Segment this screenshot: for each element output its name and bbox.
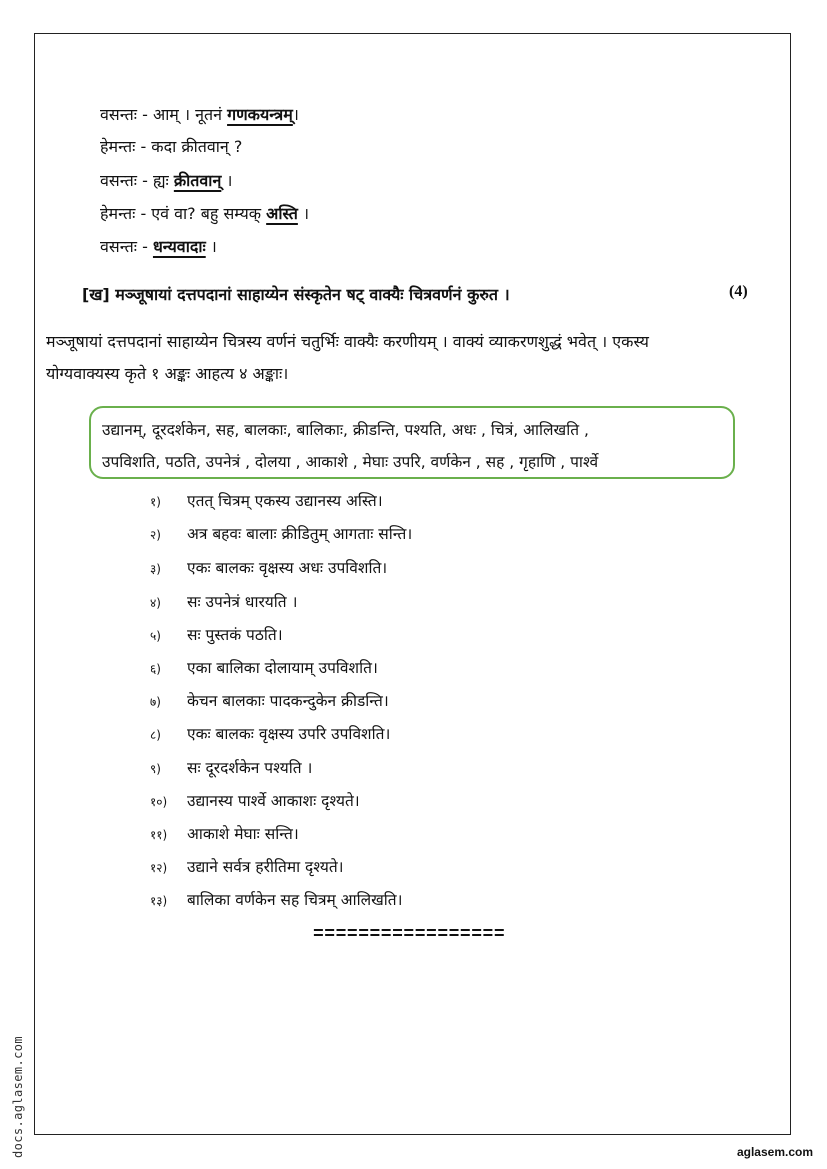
answer-sentence: सः उपनेत्रं धारयति । [187, 593, 298, 611]
instruction-line-1: मञ्जूषायां दत्तपदानां साहाय्येन चित्रस्य वर्णनं चतुर्भिः वाक्यैः करणीयम् । वाक्यं व्याकरणशुद्धं भवेत् । एकस्य [46, 332, 649, 351]
answer-sentence: सः पुस्तकं पठति। [187, 626, 283, 644]
dialogue-text: - कदा क्रीतवान् ? [135, 137, 243, 156]
speaker: हेमन्तः [100, 204, 136, 223]
word-box-line-2: उपविशति, पठति, उपनेत्रं , दोलया , आकाशे , मेघाः उपरि, वर्णकेन , सह , गृहाणि , पार्श्वे [102, 453, 599, 471]
answer-number: ११) [150, 828, 168, 842]
speaker: हेमन्तः [100, 137, 136, 156]
dialogue-end: । [297, 204, 310, 223]
answer-number: १२) [150, 861, 168, 875]
answer-number: २) [150, 528, 161, 542]
speaker: वसन्तः [100, 105, 137, 124]
answer-number: ६) [150, 662, 161, 676]
dialogue-end: । [221, 171, 233, 190]
answer-sentence: एकः बालकः वृक्षस्य अधः उपविशति। [187, 559, 388, 577]
answer-number: ३) [150, 562, 161, 576]
section-separator: ================= [313, 925, 506, 945]
dialogue-text: - ह्यः [137, 171, 174, 190]
dialogue-line-2 [100, 135, 242, 157]
answer-word: अस्ति [266, 204, 298, 223]
answer-sentence: केचन बालकाः पादकन्दुकेन क्रीडन्ति। [187, 692, 389, 710]
answer-sentence: एतत् चित्रम् एकस्य उद्यानस्य अस्ति। [187, 492, 383, 510]
speaker: वसन्तः [100, 171, 137, 190]
speaker: वसन्तः [100, 237, 137, 256]
dialogue-text: - [137, 237, 153, 256]
side-watermark: docs.aglasem.com [11, 1036, 25, 1158]
answer-word: गणकयन्त्रम् [227, 105, 293, 124]
dialogue-line-1 [100, 103, 299, 125]
answer-sentence: उद्याने सर्वत्र हरीतिमा दृश्यते। [187, 858, 344, 876]
answer-word: धन्यवादाः [152, 237, 206, 256]
instruction-line-2: योग्यवाक्यस्य कृते १ अङ्कः आहत्य ४ अङ्काः। [46, 364, 289, 383]
question-heading: [ख] मञ्जूषायां दत्तपदानां साहाय्येन संस्कृतेन षट् वाक्यैः चित्रवर्णनं कुरुत । [82, 285, 510, 304]
answer-number: ७) [150, 695, 161, 709]
answer-sentence: अत्र बहवः बालाः क्रीडितुम् आगताः सन्ति। [187, 525, 413, 543]
answer-number: १०) [150, 795, 168, 809]
answer-sentence: एकः बालकः वृक्षस्य उपरि उपविशति। [187, 725, 391, 743]
dialogue-line-3 [100, 169, 233, 191]
dialogue-line-5 [100, 235, 217, 257]
question-marks: (4) [729, 283, 748, 300]
answer-number: ८) [150, 728, 161, 742]
dialogue-text: - आम् । नूतनं [137, 105, 228, 124]
answer-sentence: सः दूरदर्शकेन पश्यति । [187, 759, 313, 777]
answer-number: ४) [150, 596, 161, 610]
answer-sentence: एका बालिका दोलायाम् उपविशति। [187, 659, 378, 677]
answer-number: ९) [150, 762, 161, 776]
dialogue-text: - एवं वा? बहु सम्यक् [135, 204, 267, 223]
dialogue-line-4 [100, 202, 309, 224]
page-border [34, 33, 791, 1135]
answer-number: ५) [150, 629, 161, 643]
corner-watermark: aglasem.com [736, 1145, 813, 1159]
answer-number: १३) [150, 894, 168, 908]
answer-sentence: उद्यानस्य पार्श्वे आकाशः दृश्यते। [187, 792, 360, 810]
answer-sentence: आकाशे मेघाः सन्ति। [187, 825, 299, 843]
answer-word: क्रीतवान् [173, 171, 222, 190]
dialogue-end: । [205, 237, 217, 256]
dialogue-end: । [292, 105, 299, 124]
answer-sentence: बालिका वर्णकेन सह चित्रम् आलिखति। [187, 891, 403, 909]
answer-number: १) [150, 495, 161, 509]
word-box-line-1: उद्यानम्, दूरदर्शकेन, सह, बालकाः, बालिकाः, क्रीडन्ति, पश्यति, अधः , चित्रं, आलिखति , [102, 421, 589, 439]
